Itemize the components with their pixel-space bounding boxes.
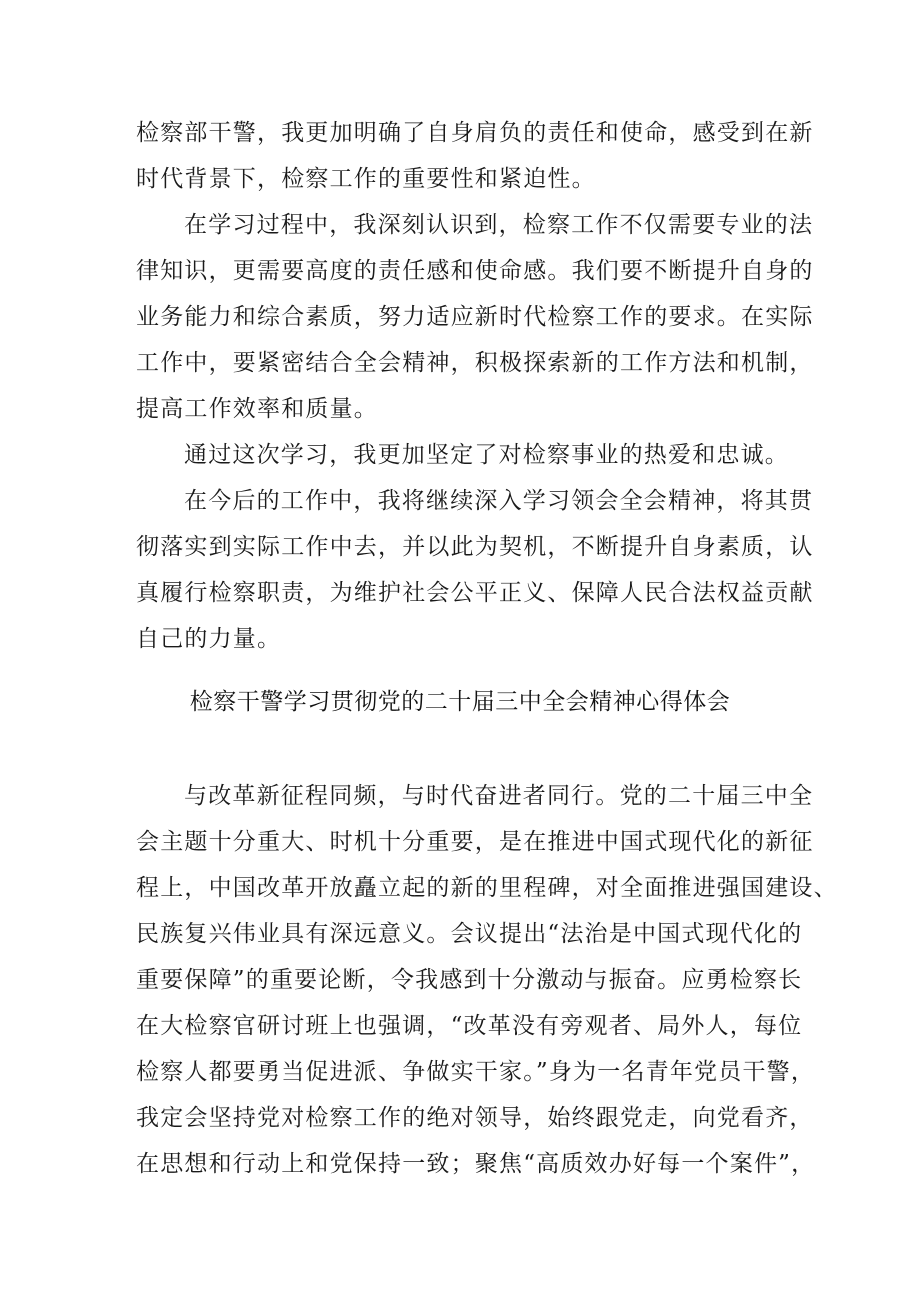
text-line: 检察人都要勇当促进派、争做实干家。”身为一名青年党员干警， [136, 1059, 816, 1085]
text-line: 检察部干警，我更加明确了自身肩负的责任和使命，感受到在新 [136, 120, 814, 146]
text-line: 业务能力和综合素质，努力适应新时代检察工作的要求。在实际 [136, 304, 814, 330]
text-line: 提高工作效率和质量。 [136, 396, 378, 422]
text-line: 律知识，更需要高度的责任感和使命感。我们要不断提升自身的 [136, 258, 814, 284]
text-line: 与改革新征程同频，与时代奋进者同行。党的二十届三中全 [184, 783, 814, 809]
body-text-part-2 [136, 773, 838, 1187]
text-line: 重要保障”的重要论断，令我感到十分激动与振奋。应勇检察长 [136, 967, 803, 993]
text-line: 民族复兴伟业具有深远意义。会议提出“法治是中国式现代化的 [136, 921, 803, 947]
text-line: 程上，中国改革开放矗立起的新的里程碑，对全面推进强国建设、 [136, 875, 838, 901]
section-title: 检察干警学习贯彻党的二十届三中全会精神心得体会 [189, 689, 731, 715]
text-line: 时代背景下，检察工作的重要性和紧迫性。 [136, 166, 596, 192]
text-line: 真履行检察职责，为维护社会公平正义、保障人民合法权益贡献 [136, 580, 814, 606]
body-text-part-1 [136, 110, 814, 662]
text-line: 彻落实到实际工作中去，并以此为契机，不断提升自身素质，认 [136, 534, 814, 560]
text-line: 通过这次学习，我更加坚定了对检察事业的热爱和忠诚。 [184, 442, 789, 468]
text-line: 工作中，要紧密结合全会精神，积极探索新的工作方法和机制， [136, 350, 814, 376]
text-line: 在大检察官研讨班上也强调，“改革没有旁观者、局外人，每位 [136, 1013, 803, 1039]
text-line: 在思想和行动上和党保持一致；聚焦“高质效办好每一个案件”， [136, 1151, 816, 1177]
text-line: 在学习过程中，我深刻认识到，检察工作不仅需要专业的法 [184, 212, 814, 238]
text-line: 会主题十分重大、时机十分重要，是在推进中国式现代化的新征 [136, 829, 814, 855]
text-line: 我定会坚持党对检察工作的绝对领导，始终跟党走，向党看齐， [136, 1105, 814, 1131]
text-line: 在今后的工作中，我将继续深入学习领会全会精神，将其贯 [184, 488, 814, 514]
text-line: 自己的力量。 [136, 626, 282, 652]
